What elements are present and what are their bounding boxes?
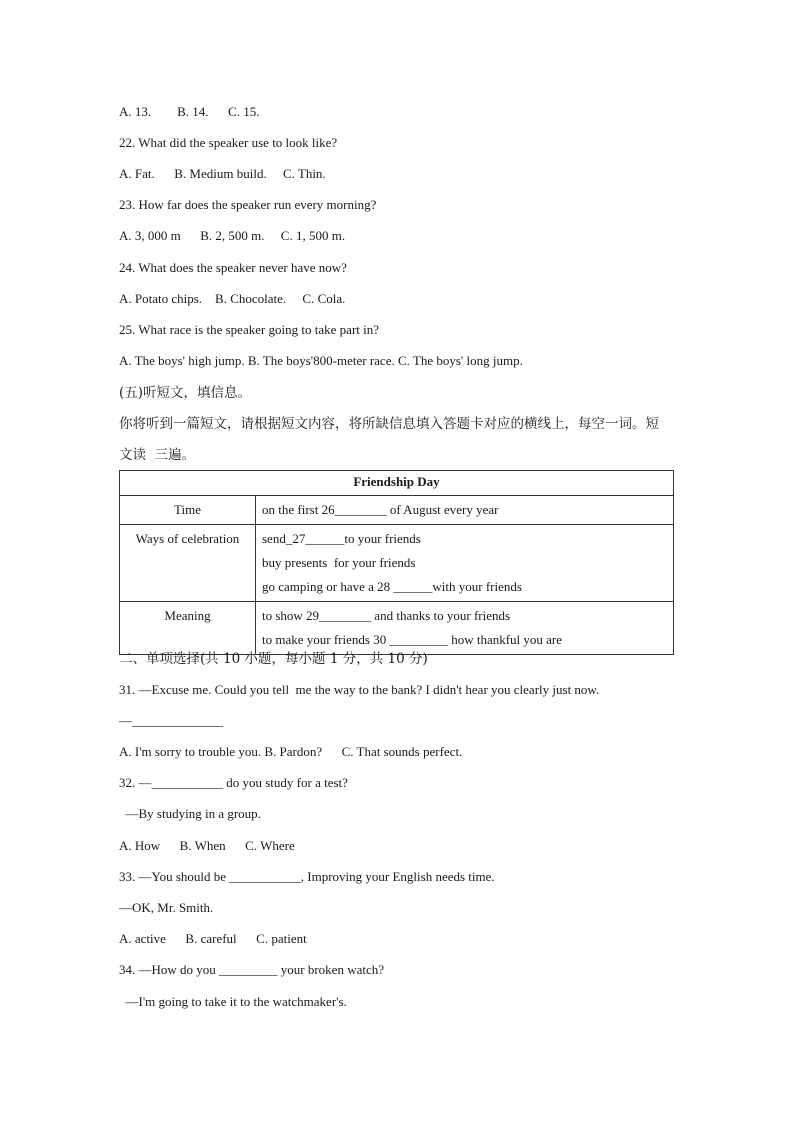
row-content — [256, 602, 674, 655]
row-line: go camping or have a 28 ______with your friends — [262, 579, 522, 594]
q33-question: 33. —You should be ___________, Improving your English needs time. — [119, 869, 495, 884]
q33-reply: —OK, Mr. Smith. — [119, 900, 214, 915]
row-content — [256, 496, 674, 525]
friendship-day-table — [119, 470, 674, 655]
row-line: send_27______to your friends — [262, 531, 421, 546]
section5-instruction-1: 你将听到一篇短文，请根据短文内容，将所缺信息填入答题卡对应的横线上，每空一词。短 — [119, 416, 659, 432]
row-line: buy presents for your friends — [262, 555, 416, 570]
section5-title: (五)听短文，填信息。 — [119, 385, 252, 401]
q23-options: A. 3, 000 m B. 2, 500 m. C. 1, 500 m. — [119, 228, 346, 243]
q31-options: A. I'm sorry to trouble you. B. Pardon? C. That sounds perfect. — [119, 744, 463, 759]
q24-question: 24. What does the speaker never have now? — [119, 260, 347, 275]
table-title: Friendship Day — [120, 471, 674, 496]
q32-reply: —By studying in a group. — [119, 806, 261, 821]
q25-options: A. The boys' high jump. B. The boys'800-meter race. C. The boys' long jump. — [119, 353, 523, 368]
q22-options: A. Fat. B. Medium build. C. Thin. — [119, 166, 326, 181]
q31-answer-blank: —______________ — [119, 713, 223, 728]
q24-options: A. Potato chips. B. Chocolate. C. Cola. — [119, 291, 346, 306]
table-row — [120, 496, 674, 525]
row-line: to show 29________ and thanks to your friends — [262, 608, 511, 623]
table-row — [120, 602, 674, 655]
q34-reply: —I'm going to take it to the watchmaker's. — [119, 994, 347, 1009]
q22-question: 22. What did the speaker use to look like? — [119, 135, 338, 150]
row-content — [256, 525, 674, 602]
q21-options: A. 13. B. 14. C. 15. — [119, 104, 260, 119]
row-label: Meaning — [120, 602, 256, 655]
row-line: to make your friends 30 _________ how thankful you are — [262, 632, 563, 647]
q31-question: 31. —Excuse me. Could you tell me the way to the bank? I didn't hear you clearly just now. — [119, 682, 600, 697]
row-label: Time — [120, 496, 256, 525]
q33-options: A. active B. careful C. patient — [119, 931, 307, 946]
q34-question: 34. —How do you _________ your broken watch? — [119, 962, 385, 977]
q32-question: 32. —___________ do you study for a test? — [119, 775, 348, 790]
q32-options: A. How B. When C. Where — [119, 838, 295, 853]
q23-question: 23. How far does the speaker run every morning? — [119, 197, 377, 212]
table-row — [120, 525, 674, 602]
row-line: on the first 26________ of August every year — [262, 502, 499, 517]
part2-title: 二、单项选择(共 10 小题，每小题 1 分，共 10 分) — [119, 651, 428, 667]
row-label: Ways of celebration — [120, 525, 256, 602]
section5-instruction-2: 文读 三遍。 — [119, 447, 196, 463]
q25-question: 25. What race is the speaker going to take part in? — [119, 322, 380, 337]
